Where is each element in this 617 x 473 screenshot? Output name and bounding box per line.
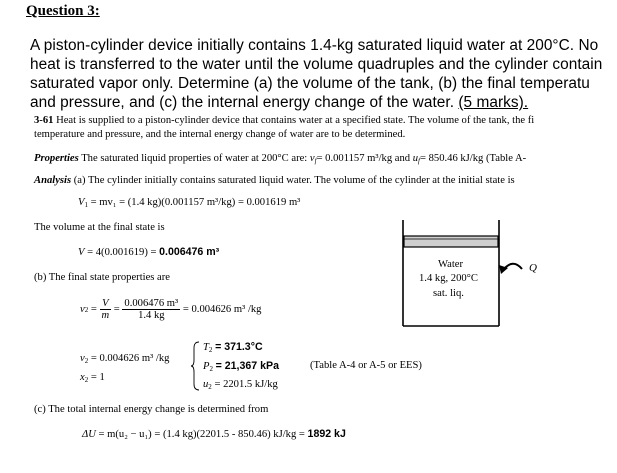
v2-numerator: 0.006476 m³ — [124, 298, 179, 309]
question-line-1: A piston-cylinder device initially contains 1.4-kg saturated liquid water at 200°C. No — [30, 37, 599, 54]
figure-label-3: sat. liq. — [433, 288, 464, 299]
v-equation: V = 4(0.001619) = 0.006476 m³ — [78, 246, 220, 258]
state2-brace — [190, 340, 202, 392]
v2-denominator: 1.4 kg — [138, 310, 165, 321]
state2-x2-value: = 1 — [90, 372, 105, 383]
du-equation-text: = m(u₂ − u₁) = (1.4 kg)(2201.5 - 850.46) kJ/kg = — [98, 429, 305, 440]
vf-value: = 0.001157 m³/kg and — [316, 153, 411, 164]
v-equation-prefix: = 4(0.001619) = — [87, 247, 157, 258]
figure-label-2: 1.4 kg, 200°C — [419, 273, 478, 284]
v2-equation: v 2 = $\frac{V}{m}$ = $\frac{\text{0.006476 m³}}{1.4 kg}$ = 0.004626 m³ /kg — [80, 298, 262, 321]
properties-line: Properties The saturated liquid properties of water at 200°C are: $v_f= 0.001157$ m³/kg and $u_f= 850.46$ kJ/kg (Table A- — [34, 153, 527, 165]
v1-equation: $V_1 = mv_1 = (1.4$ kg)(0.001157 m³/kg) = 0.001619 m³ — [78, 197, 301, 209]
p2-line: $P_2 = 21,367$ kPa — [203, 360, 279, 373]
part-c-intro: (c) The total internal energy change is determined from — [34, 404, 269, 415]
problem-number: 3-61 — [34, 115, 54, 126]
du-result: 1892 kJ — [307, 428, 346, 440]
u2-result: = 2201.5 kJ/kg — [214, 379, 278, 390]
question-title: Question 3: — [26, 3, 100, 19]
question-marks: (5 marks). — [458, 94, 529, 111]
v-result: 0.006476 m³ — [159, 246, 220, 258]
question-line-4 — [30, 94, 528, 112]
question-line-2: heat is transferred to the water until the volume quadruples and the cylinder contain — [30, 56, 603, 73]
analysis-label: Analysis — [34, 175, 72, 186]
figure-label-1: Water — [438, 259, 464, 270]
piston — [404, 236, 498, 247]
problem-statement-line-2: temperature and pressure, and the internal energy change of water are to be determined. — [34, 129, 406, 140]
state2-v2-value: = 0.004626 m³ /kg — [90, 353, 170, 364]
v2-result: = 0.004626 m³ /kg — [182, 304, 262, 315]
uf-value: = 850.46 kJ/kg (Table A- — [419, 153, 527, 164]
problem-text-1: Heat is supplied to a piston-cylinder device that contains water at a specified state. The volume of the tank, the fi — [53, 115, 535, 126]
properties-text: The saturated liquid properties of water at 200°C are: — [81, 153, 308, 164]
analysis-line — [34, 175, 515, 186]
state2-x2: $x_2 = 1$ — [80, 372, 105, 384]
final-volume-intro: The volume at the final state is — [34, 222, 165, 233]
p2-result: = 21,367 kPa — [215, 360, 279, 372]
part-b-intro: (b) The final state properties are — [34, 272, 170, 283]
v1-equation-text: = mv₁ = (1.4 kg)(0.001157 m³/kg) = 0.001619 m³ — [90, 197, 301, 208]
question-line-3: saturated vapor only. Determine (a) the volume of the tank, (b) the final temperatu — [30, 75, 590, 92]
properties-label: Properties — [34, 153, 79, 164]
du-equation: ΔU = m(u₂ − u₁) = (1.4 kg)(2201.5 - 850.46) kJ/kg = 1892 kJ — [82, 428, 346, 440]
table-reference: (Table A-4 or A-5 or EES) — [310, 360, 422, 371]
heat-label: Q — [529, 262, 537, 274]
t2-line: $T_2 = 371.3^\circ C$ — [203, 341, 263, 354]
question-line-4-text: and pressure, and (c) the internal energy change of the water. — [30, 94, 455, 111]
u2-line: $u_2 = 2201.5$ kJ/kg — [203, 379, 278, 391]
state2-v2: $v_2 = 0.004626$ m³ /kg — [80, 353, 170, 365]
t2-result: = 371.3°C — [215, 341, 263, 353]
problem-statement-line-1 — [34, 115, 534, 126]
analysis-text: (a) The cylinder initially contains saturated liquid water. The volume of the cylinder at the initial state is — [73, 175, 515, 186]
